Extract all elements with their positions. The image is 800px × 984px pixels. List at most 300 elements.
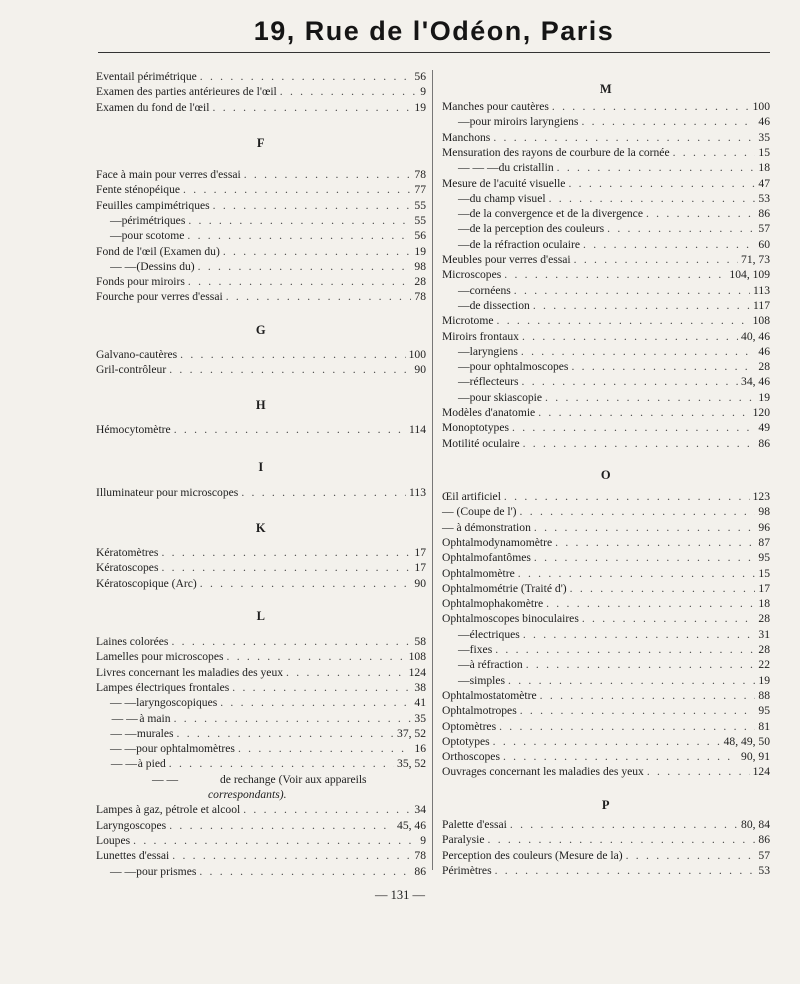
entry-label: Examen des parties antérieures de l'œil [96,85,277,99]
entry-page: 15 [758,145,770,159]
page-header-title: 19, Rue de l'Odéon, Paris [253,16,615,46]
leader-dots [169,819,394,833]
entry-label: Perception des couleurs (Mesure de la) [442,848,623,862]
entry-page: 95 [758,551,770,565]
leader-dots [503,750,738,764]
index-entry [442,833,770,847]
index-entry [442,567,770,581]
entry-label: Lamelles pour microscopes [96,650,224,664]
leader-dots [171,635,411,649]
leader-dots [583,238,755,252]
entry-page: 9 [420,833,426,847]
index-entry [96,849,426,863]
leader-dots [574,253,738,267]
entry-page: 81 [758,719,770,733]
entry-page: 58 [414,635,426,648]
ditto-dash: — [458,375,470,389]
ditto-dash: — [458,298,470,312]
entry-label: périmétriques [121,213,186,227]
entry-page: 16 [414,742,426,756]
index-entry [442,689,770,703]
index-entry [442,177,770,191]
entry-page: 34 [414,803,426,817]
ditto-dash: — — [111,711,138,725]
entry-page: 55 [414,198,426,212]
index-entry [442,735,770,749]
entry-page: 35, 52 [397,757,426,771]
entry-page: 113 [753,283,770,297]
index-entry [96,696,426,710]
leader-dots [557,161,756,175]
leader-dots [526,658,756,672]
entry-label: Ophtalmoscopes binoculaires [442,612,579,626]
leader-dots [200,70,412,84]
entry-label: Œil artificiel [442,490,501,503]
entry-page: 90, 91 [741,750,770,764]
entry-label: Microtome [442,314,494,328]
ditto-dash: — [458,627,470,641]
leader-dots [552,100,750,114]
index-entry [442,406,770,420]
entry-label: Optotypes [442,734,490,748]
leader-dots [238,742,411,756]
ditto-dash: — [458,360,470,374]
leader-dots [504,268,726,282]
entry-label: de rechange (Voir aux appareils [220,772,367,786]
index-entry [442,161,770,175]
entry-label: Kératoscopique (Arc) [96,576,197,590]
entry-page: 90 [414,363,426,377]
index-entry [442,505,770,519]
leader-dots [495,643,755,657]
leader-dots [169,757,394,771]
entry-label: Examen du fond de l'œil [96,100,210,114]
ditto-dash: — [458,658,470,672]
entry-page: 86 [758,436,770,450]
entry-label: pour ophtalmoscopes [469,360,569,374]
index-entry [442,207,770,221]
entry-label: Ophtalmofantômes [442,551,531,565]
entry-label: laryngoscopiques [136,696,218,710]
leader-dots [673,146,756,160]
index-entry [96,635,426,649]
leader-dots [512,421,755,435]
leader-dots [223,245,412,259]
index-entry [442,375,770,389]
index-entry [442,238,770,252]
ditto-dash: — [110,229,122,243]
entry-page: 47 [758,176,770,190]
entry-page: 38 [414,680,426,694]
index-entry [96,260,426,274]
ditto-dash: — — [110,259,137,273]
leader-dots [227,650,406,664]
leader-dots [581,115,755,129]
entry-label: Lunettes d'essai [96,849,170,863]
entry-page: 120 [752,406,770,419]
entry-page: 98 [758,505,770,519]
leader-dots [546,597,755,611]
index-entry [442,521,770,535]
entry-label: Lampes à gaz, pétrole et alcool [96,803,241,817]
leader-dots [188,275,412,289]
ditto-dash: — — [110,742,137,756]
entry-label: Hémocytomètre [96,423,171,436]
index-entry [96,712,426,726]
entry-page: 19 [758,390,770,404]
index-entry [442,658,770,672]
entry-page: 53 [758,863,770,877]
index-entry [442,330,770,344]
leader-dots [161,561,411,575]
leader-dots [571,360,755,374]
index-entry [96,486,426,500]
entry-label: Eventail périmétrique [96,70,197,83]
entry-page: 19 [414,244,426,258]
entry-page: 15 [758,566,770,580]
entry-label: murales [136,726,174,740]
section-letter: G [255,323,267,337]
index-entry [96,834,426,848]
entry-page: 40, 46 [741,329,770,343]
entry-label: Ophtalmomètre [442,566,515,580]
entry-label: Laines colorées [96,635,169,648]
entry-label: Kératomètres [96,546,159,559]
entry-label: laryngiens [469,344,518,358]
leader-dots [200,577,412,591]
ditto-dash: — [458,283,470,297]
entry-page: 28 [758,360,770,374]
entry-page: 46 [758,115,770,129]
entry-page: 124 [408,665,426,679]
index-entry [96,423,426,437]
entry-label: à main [139,711,171,725]
entry-label: réflecteurs [469,375,519,389]
entry-label: Fente sténopéique [96,183,181,197]
index-entry [442,253,770,267]
column-divider [432,70,433,870]
index-entry [442,551,770,565]
entry-page: 78 [414,849,426,863]
leader-dots [172,849,411,863]
ditto-dash: — [458,390,470,404]
entry-label: Loupes [96,833,131,847]
entry-page: 34, 46 [741,375,770,389]
leader-dots [497,314,750,328]
ditto-dash: — — [110,696,137,710]
index-entry [96,275,426,289]
entry-label: Face à main pour verres d'essai [96,168,241,181]
index-entry [96,561,426,575]
entry-label: Manches pour cautères [442,100,549,113]
leader-dots [243,803,411,817]
index-entry [442,612,770,626]
entry-label: Fourche pour verres d'essai [96,290,223,304]
leader-dots [607,222,755,236]
index-entry [442,299,770,313]
index-entry [442,360,770,374]
section-letter: I [258,460,264,474]
leader-dots [521,345,756,359]
index-entry [96,666,426,680]
entry-label: de la réfraction oculaire [469,237,580,251]
leader-dots [488,833,756,847]
entry-page: 41 [414,696,426,710]
entry-label: — à démonstration [442,520,531,534]
entry-page: 87 [758,535,770,549]
entry-label: Kératoscopes [96,561,159,575]
index-entry [96,199,426,213]
leader-dots [582,612,756,626]
entry-label: Feuilles campimétriques [96,198,210,212]
entry-label: Mensuration des rayons de courbure de la cornée [442,145,670,159]
index-entry [96,819,426,833]
entry-page: 108 [408,650,426,664]
entry-page: 108 [752,314,770,328]
leader-dots [523,437,756,451]
index-entry [96,229,426,243]
index-entry [442,674,770,688]
entry-label: Ophtalmotropes [442,704,517,718]
entry-page: 86 [758,207,770,221]
entry-page: 90 [414,576,426,590]
entry-label: Laryngoscopes [96,818,167,832]
index-entry [442,391,770,405]
ditto-dash: — — [110,726,137,740]
entry-page: 17 [414,561,426,575]
ditto-dash: — [458,237,470,251]
index-entry [96,214,426,228]
entry-label: (Dessins du) [136,259,195,273]
leader-dots [508,674,755,688]
leader-dots [493,735,721,749]
entry-page: 45, 46 [397,818,426,832]
leader-dots [647,765,750,779]
entry-page: 46 [758,344,770,358]
entry-page: 117 [753,298,770,312]
entry-label: Paralysie [442,833,485,847]
entry-page: 48, 49, 50 [723,734,770,748]
entry-label: pour scotome [121,229,185,243]
leader-dots [626,849,756,863]
leader-dots [213,101,412,115]
leader-dots [161,546,411,560]
section-letter: O [600,468,612,482]
entry-page: 35 [414,711,426,725]
index-entry [96,546,426,560]
index-entry [96,757,426,771]
entry-page: 28 [758,643,770,656]
entry-page: 78 [414,290,426,304]
entry-label: Meubles pour verres d'essai [442,253,571,266]
leader-dots [183,183,411,197]
leader-dots [549,192,756,206]
entry-label: Miroirs frontaux [442,329,519,343]
entry-page: 55 [414,213,426,227]
index-entry [442,192,770,206]
entry-page: 71, 73 [741,253,770,266]
leader-dots [523,628,756,642]
leader-dots [646,207,755,221]
entry-page: 114 [409,423,426,436]
index-entry [96,70,426,84]
ditto-dash: — [458,673,470,687]
index-entry [442,597,770,611]
entry-page: 18 [758,161,770,175]
index-entry [442,720,770,734]
leader-dots [534,551,756,565]
leader-dots [286,666,406,680]
entry-page: 86 [414,864,426,878]
entry-label: de la perception des couleurs [469,222,605,236]
index-entry [442,490,770,504]
section-letter: H [255,398,267,412]
ditto-dash: — [458,222,470,236]
index-entry [442,628,770,642]
index-entry [442,437,770,451]
index-entry [96,168,426,182]
leader-dots [520,505,756,519]
entry-page: 78 [414,168,426,181]
ditto-dash: — — [110,757,137,771]
entry-label: Mesure de l'acuité visuelle [442,176,566,190]
section-letter: K [255,521,267,535]
entry-label: pour skiascopie [469,390,543,404]
leader-dots [522,330,738,344]
index-entry [96,85,426,99]
entry-label: Périmètres [442,863,492,877]
ditto-dash: — [458,207,470,221]
entry-label: Ophtalmostatomètre [442,688,537,702]
index-entry [442,849,770,863]
leader-dots [540,689,756,703]
index-entry [442,131,770,145]
leader-dots [545,391,755,405]
ditto-dash: — — [151,772,179,786]
entry-label: pour prismes [136,864,197,878]
entry-label: Ophtalmodynamomètre [442,535,553,549]
index-entry [96,865,426,879]
index-entry [96,727,426,741]
entry-page: 56 [414,229,426,243]
entry-label: Ophtalmophakomètre [442,597,544,611]
entry-page: 60 [758,237,770,251]
entry-page: 104, 109 [729,268,770,282]
entry-label: électriques [469,627,520,641]
leader-dots [174,712,412,726]
entry-label: du champ visuel [469,191,546,205]
entry-page: 98 [414,259,426,273]
entry-page: 28 [758,612,770,626]
leader-dots [555,536,755,550]
index-entry [96,348,426,362]
entry-label: de dissection [469,298,530,312]
leader-dots [518,567,756,581]
index-entry [96,363,426,377]
entry-label: Lampes électriques frontales [96,680,230,694]
entry-label: cornéens [469,283,511,297]
index-entry [442,864,770,878]
index-entry [96,803,426,817]
leader-dots [568,177,755,191]
leader-dots [534,521,756,535]
ditto-dash: — — [110,864,137,878]
leader-dots [510,818,738,832]
leader-dots [213,199,412,213]
index-entry [96,681,426,695]
index-entry [442,115,770,129]
page-number: — 131 — [375,888,425,902]
entry-label: Ophtalmométrie (Traité d') [442,581,567,595]
entry-page: 56 [414,70,426,83]
leader-dots [499,720,755,734]
index-entry [442,750,770,764]
entry-page: 19 [414,100,426,114]
index-entry [442,582,770,596]
leader-dots [495,864,756,878]
entry-page: 57 [758,222,770,236]
entry-label: simples [469,673,506,687]
entry-page: 95 [758,704,770,718]
ditto-dash: — [458,643,470,656]
ditto-dash: — [458,115,470,129]
index-entry [442,345,770,359]
entry-label: Motilité oculaire [442,436,520,450]
leader-dots [199,865,411,879]
leader-dots [520,704,756,718]
leader-dots [226,290,412,304]
header-rule [98,52,770,53]
entry-label: à réfraction [469,658,523,672]
entry-label: Modèles d'anatomie [442,406,536,419]
entry-page: 80, 84 [741,818,770,831]
leader-dots [198,260,412,274]
index-entry [442,704,770,718]
entry-page: 88 [758,688,770,702]
index-entry [442,100,770,114]
entry-page: 37, 52 [397,726,426,740]
entry-label: Manchons [442,130,491,144]
entry-page: 31 [758,627,770,641]
entry-label: à pied [137,757,166,771]
index-entry [442,643,770,657]
entry-label: Optomètres [442,719,497,733]
entry-page: 17 [414,546,426,559]
leader-dots [133,834,417,848]
index-entry [96,742,426,756]
index-entry [442,765,770,779]
entry-page: 18 [758,597,770,611]
leader-dots [220,696,411,710]
entry-label: pour miroirs laryngiens [469,115,579,129]
index-entry [442,536,770,550]
index-entry [442,222,770,236]
section-letter: P [601,798,611,812]
entry-page: 53 [758,191,770,205]
entry-label: — (Coupe de l') [442,505,517,519]
index-entry [96,577,426,591]
entry-continuation: correspondants). [208,788,287,801]
leader-dots [504,490,750,504]
entry-label: Microscopes [442,268,502,282]
entry-page: 100 [408,348,426,361]
leader-dots [280,85,417,99]
leader-dots [538,406,749,420]
index-entry [96,773,426,787]
index-entry [96,650,426,664]
entry-label: Fonds pour miroirs [96,275,185,289]
leader-dots [244,168,412,182]
